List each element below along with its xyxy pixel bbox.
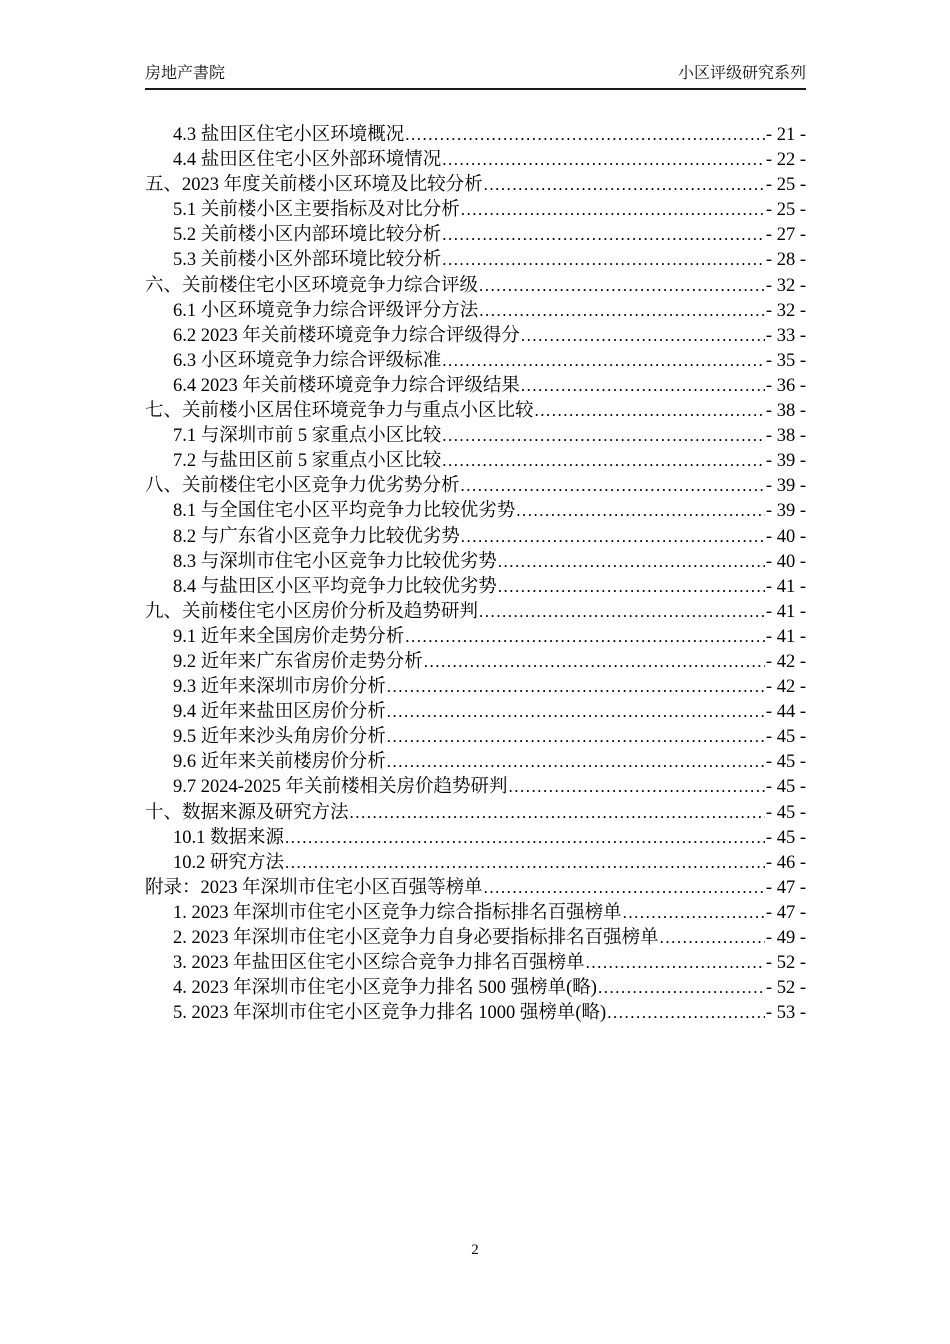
toc-entry [145, 850, 806, 875]
toc-entry-label: 3. 2023 年盐田区住宅小区综合竞争力排名百强榜单 [173, 953, 585, 974]
toc-entry-page: - 25 - [765, 175, 806, 196]
toc-entry-label: 4.3 盐田区住宅小区环境概况 [173, 125, 405, 145]
toc-entry-page: - 32 - [765, 300, 806, 321]
toc-entry-page: - 45 - [765, 752, 806, 773]
toc-entry-page: - 52 - [765, 978, 806, 999]
toc-entry-label: 七、关前楼小区居住环境竞争力与重点小区比较 [145, 401, 534, 422]
toc-entry-label: 9.2 近年来广东省房价走势分析 [173, 651, 423, 672]
toc-entry-page: - 41 - [765, 626, 806, 647]
dot-leader [521, 323, 765, 349]
toc-entry-label: 八、关前楼住宅小区竞争力优劣势分析 [145, 476, 460, 497]
toc-entry [145, 624, 806, 649]
toc-entry-label: 9.7 2024-2025 年关前楼相关房价趋势研判 [173, 777, 508, 798]
toc-entry-label: 九、关前楼住宅小区房价分析及趋势研判 [145, 601, 479, 622]
dot-leader [442, 448, 765, 474]
dot-leader [387, 749, 765, 775]
toc-entry-label: 7.1 与深圳市前 5 家重点小区比较 [173, 426, 442, 447]
dot-leader [387, 674, 765, 700]
toc-entry-page: - 40 - [765, 526, 806, 547]
toc-entry-label: 5.1 关前楼小区主要指标及对比分析 [173, 200, 460, 221]
toc-entry [145, 800, 806, 825]
toc-entry [145, 373, 806, 398]
toc-entry-page: - 45 - [765, 827, 806, 848]
toc-entry-page: - 40 - [765, 551, 806, 572]
toc-entry-label: 5.3 关前楼小区外部环境比较分析 [173, 250, 442, 271]
toc-entry-label: 10.2 研究方法 [173, 852, 285, 873]
toc-entry [145, 599, 806, 624]
toc-entry [145, 473, 806, 498]
toc-entry-label: 十、数据来源及研究方法 [145, 802, 349, 823]
toc-entry-label: 6.1 小区环境竞争力综合评级评分方法 [173, 300, 479, 321]
toc-entry [145, 147, 806, 172]
toc-entry-page: - 41 - [765, 576, 806, 597]
dot-leader [509, 774, 765, 800]
toc-entry [145, 925, 806, 950]
toc-entry-page: - 44 - [765, 702, 806, 723]
toc-entry [145, 900, 806, 925]
toc-entry-label: 五、2023 年度关前楼小区环境及比较分析 [145, 175, 483, 196]
dot-leader [484, 875, 765, 901]
toc-entry [145, 674, 806, 699]
dot-leader [461, 197, 765, 223]
toc-entry-page: - 39 - [765, 501, 806, 522]
toc-entry-page: - 32 - [765, 275, 806, 296]
dot-leader [442, 222, 765, 248]
toc-entry-page: - 47 - [765, 877, 806, 898]
toc-entry [145, 348, 806, 373]
dot-leader [479, 273, 765, 299]
toc-entry [145, 549, 806, 574]
toc-entry-label: 6.4 2023 年关前楼环境竞争力综合评级结果 [173, 375, 520, 396]
toc-entry [145, 649, 806, 674]
toc-entry-page: - 45 - [765, 777, 806, 798]
toc-entry-page: - 38 - [765, 401, 806, 422]
header-left-title: 房地产書院 [145, 65, 226, 82]
toc-entry-label: 8.4 与盐田区小区平均竞争力比较优劣势 [173, 576, 497, 597]
dot-leader [535, 398, 765, 424]
toc-entry-page: - 38 - [765, 426, 806, 447]
toc-entry-label: 8.3 与深圳市住宅小区竞争力比较优劣势 [173, 551, 497, 572]
toc-entry [145, 774, 806, 799]
dot-leader [607, 1000, 765, 1026]
dot-leader [387, 699, 765, 725]
toc-entry [145, 574, 806, 599]
toc-entry [145, 950, 806, 975]
toc-entry-page: - 21 - [765, 125, 806, 145]
toc-entry [145, 1000, 806, 1025]
toc-entry-label: 9.1 近年来全国房价走势分析 [173, 626, 405, 647]
toc-entry [145, 724, 806, 749]
dot-leader [461, 524, 765, 550]
dot-leader [660, 925, 765, 951]
toc-entry-label: 2. 2023 年深圳市住宅小区竞争力自身必要指标排名百强榜单 [173, 928, 659, 948]
dot-leader [598, 975, 765, 1001]
toc-entry [145, 222, 806, 247]
toc-entry-page: - 25 - [765, 200, 806, 221]
toc-entry-label: 4. 2023 年深圳市住宅小区竞争力排名 500 强榜单(略) [173, 978, 597, 999]
dot-leader [498, 549, 765, 575]
toc-entry [145, 699, 806, 724]
toc-entry-page: - 42 - [765, 677, 806, 698]
toc-entry-page: - 28 - [765, 250, 806, 271]
dot-leader [479, 599, 765, 625]
toc-entry-page: - 49 - [765, 928, 806, 948]
toc-entry-label: 4.4 盐田区住宅小区外部环境情况 [173, 150, 442, 171]
toc-entry-label: 9.3 近年来深圳市房价分析 [173, 677, 386, 698]
toc-entry [145, 498, 806, 523]
toc-entry [145, 247, 806, 272]
toc-entry-label: 6.2 2023 年关前楼环境竞争力综合评级得分 [173, 325, 520, 346]
dot-leader [498, 574, 765, 600]
toc [145, 122, 806, 1025]
dot-leader [285, 850, 765, 876]
toc-entry-page: - 47 - [765, 902, 806, 923]
toc-entry-label: 9.4 近年来盐田区房价分析 [173, 702, 386, 723]
toc-entry [145, 749, 806, 774]
toc-entry-label: 六、关前楼住宅小区环境竞争力综合评级 [145, 275, 479, 296]
toc-entry-label: 9.5 近年来沙头角房价分析 [173, 727, 386, 748]
toc-entry-page: - 36 - [765, 375, 806, 396]
toc-entry-label: 附录：2023 年深圳市住宅小区百强等榜单 [145, 877, 483, 898]
toc-entry-page: - 39 - [765, 476, 806, 497]
toc-entry-label: 5. 2023 年深圳市住宅小区竞争力排名 1000 强榜单(略) [173, 1003, 607, 1024]
header-right-series: 小区评级研究系列 [677, 65, 806, 82]
toc-entry [145, 172, 806, 197]
toc-entry [145, 448, 806, 473]
toc-entry-page: - 53 - [765, 1003, 806, 1024]
dot-leader [623, 900, 765, 926]
toc-entry-page: - 46 - [765, 852, 806, 873]
dot-leader [461, 473, 765, 499]
dot-leader [521, 373, 765, 399]
toc-entry-label: 9.6 近年来关前楼房价分析 [173, 752, 386, 773]
dot-leader [484, 172, 765, 198]
toc-entry-page: - 45 - [765, 802, 806, 823]
toc-entry-label: 10.1 数据来源 [173, 827, 285, 848]
dot-leader [479, 298, 765, 324]
toc-entry-label: 8.2 与广东省小区竞争力比较优劣势 [173, 526, 460, 547]
toc-entry-label: 5.2 关前楼小区内部环境比较分析 [173, 225, 442, 246]
header-divider [145, 88, 806, 90]
toc-entry [145, 975, 806, 1000]
dot-leader [285, 825, 765, 851]
dot-leader [405, 122, 765, 148]
toc-entry [145, 197, 806, 222]
toc-entry [145, 323, 806, 348]
toc-entry-label: 6.3 小区环境竞争力综合评级标准 [173, 350, 442, 371]
dot-leader [442, 348, 765, 374]
toc-entry-page: - 52 - [765, 953, 806, 974]
toc-entry [145, 524, 806, 549]
dot-leader [387, 724, 765, 750]
dot-leader [586, 950, 765, 976]
dot-leader [442, 247, 765, 273]
toc-entry [145, 875, 806, 900]
toc-entry-page: - 22 - [765, 150, 806, 171]
toc-entry-label: 1. 2023 年深圳市住宅小区竞争力综合指标排名百强榜单 [173, 902, 622, 923]
toc-entry-page: - 45 - [765, 727, 806, 748]
footer-page-number: 2 [471, 1242, 479, 1258]
toc-entry-page: - 39 - [765, 451, 806, 472]
page-header [145, 64, 806, 84]
toc-entry-page: - 27 - [765, 225, 806, 246]
page-footer [0, 1240, 950, 1260]
toc-entry-page: - 35 - [765, 350, 806, 371]
toc-entry [145, 298, 806, 323]
toc-entry [145, 423, 806, 448]
dot-leader [516, 498, 765, 524]
toc-entry [145, 273, 806, 298]
toc-entry-page: - 33 - [765, 325, 806, 346]
toc-entry-page: - 41 - [765, 601, 806, 622]
toc-entry [145, 825, 806, 850]
toc-entry-page: - 42 - [765, 651, 806, 672]
dot-leader [442, 423, 765, 449]
dot-leader [442, 147, 765, 173]
dot-leader [424, 649, 765, 675]
dot-leader [350, 800, 765, 826]
toc-entry-label: 7.2 与盐田区前 5 家重点小区比较 [173, 451, 442, 472]
toc-entry [145, 398, 806, 423]
dot-leader [405, 624, 765, 650]
toc-entry-label: 8.1 与全国住宅小区平均竞争力比较优劣势 [173, 501, 516, 522]
toc-entry [145, 122, 806, 147]
